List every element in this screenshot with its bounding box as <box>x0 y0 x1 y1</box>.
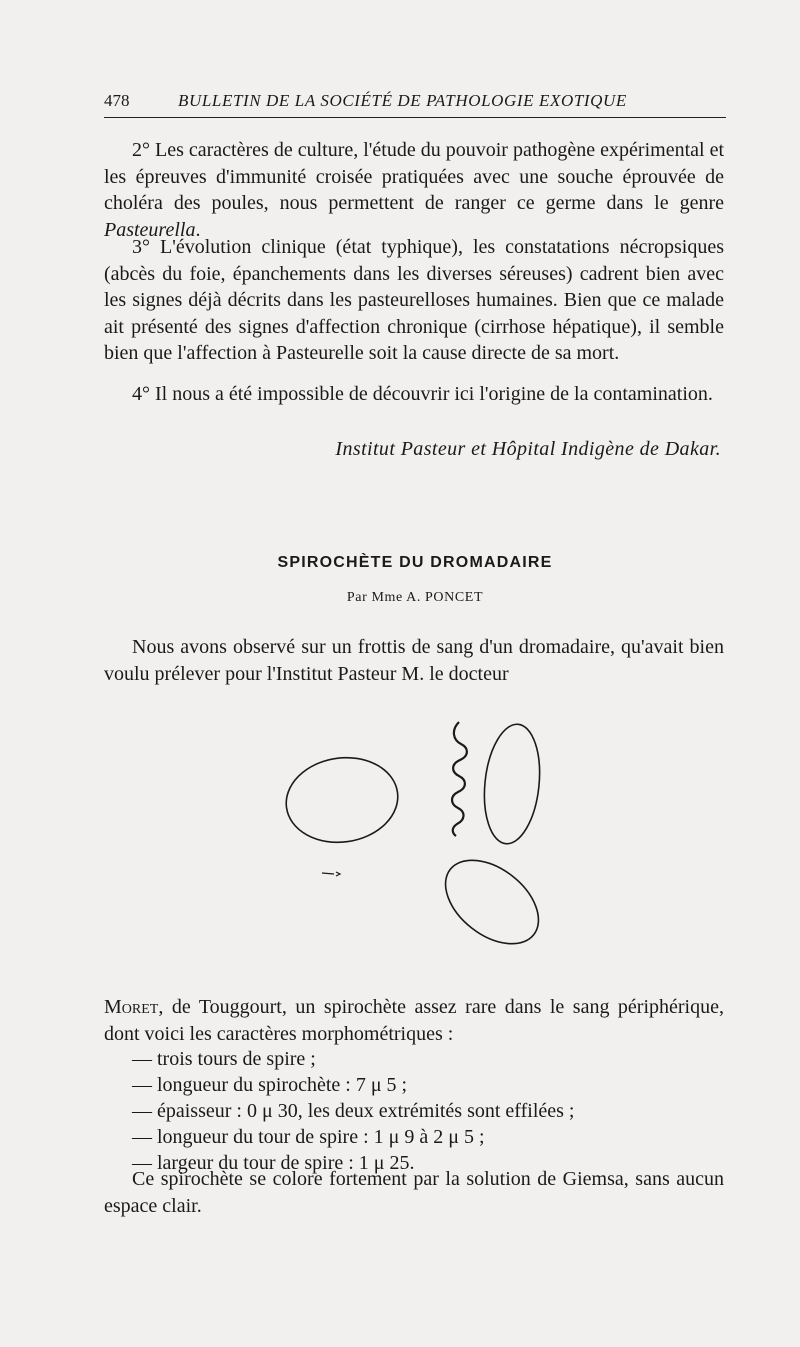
red-blood-cell-left <box>281 751 404 850</box>
figure-mark <box>322 872 340 876</box>
article-title: SPIROCHÈTE DU DROMADAIRE <box>277 554 553 571</box>
spirochete-figure <box>270 712 570 960</box>
red-blood-cell-tall <box>479 722 545 847</box>
page-number: 478 <box>104 91 130 110</box>
journal-title: BULLETIN DE LA SOCIÉTÉ DE PATHOLOGIE EXOTIQUE <box>178 91 627 110</box>
genus-name: Pasteurella <box>104 218 196 241</box>
point-2-end: . <box>195 218 201 241</box>
list-item: — longueur du spirochète : 7 μ 5 ; <box>132 1074 408 1096</box>
list-item: — largeur du tour de spire : 1 μ 25. <box>132 1152 415 1174</box>
characteristics-list <box>104 1046 724 1176</box>
paragraph-point-3: 3° L'évolution clinique (état typhique), les constatations nécropsiques (abcès du foie, épanchements dans les diverses séreuses) cadrent bien avec les signes déjà décrits dans les pasteurelloses humaines. Bien que ce malade ait présenté des signes d'affection chronique (cirrhose hépatique), il semble bien que l'affection à Pasteurelle soit la cause directe de sa mort. <box>104 236 724 365</box>
list-item: — épaisseur : 0 μ 30, les deux extrémités sont effilées ; <box>132 1100 575 1122</box>
red-blood-cell-bottom <box>430 843 554 960</box>
paragraph-moret <box>104 994 724 1047</box>
header-rule <box>104 117 726 118</box>
paragraph-point-2 <box>104 137 724 243</box>
institution-signature: Institut Pasteur et Hôpital Indigène de Dakar. <box>335 438 721 460</box>
article-intro: Nous avons observé sur un frottis de sang d'un dromadaire, qu'avait bien voulu prélever pour l'Institut Pasteur M. le docteur <box>104 636 724 685</box>
article-byline: Par Mme A. PONCET <box>346 590 484 605</box>
author-name-moret: Moret <box>104 996 159 1018</box>
list-item: — longueur du tour de spire : 1 μ 9 à 2 μ 5 ; <box>132 1126 485 1148</box>
list-item: — trois tours de spire ; <box>132 1048 316 1070</box>
moret-text: , de Touggourt, un spirochète assez rare dans le sang périphérique, dont voici les caractères morphométriques : <box>104 996 724 1045</box>
paragraph-point-4: 4° Il nous a été impossible de découvrir ici l'origine de la contamination. <box>132 383 713 405</box>
paragraph-conclusion: Ce spirochète se colore fortement par la solution de Giemsa, sans aucun espace clair. <box>104 1168 724 1217</box>
point-2-text: 2° Les caractères de culture, l'étude du pouvoir pathogène expérimental et les épreuves d'immunité croisée pratiquées avec une souche éprouvée de choléra des poules, nous permettent de ranger ce germe dans le genre <box>104 139 724 215</box>
spirochete <box>452 722 467 836</box>
